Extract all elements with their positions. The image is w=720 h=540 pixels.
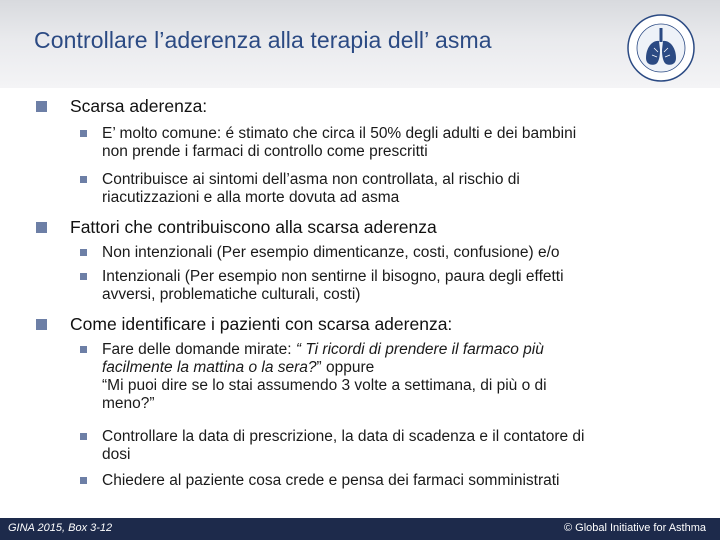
footer-copyright: © Global Initiative for Asthma <box>563 522 706 534</box>
sub-bullet-line: Controllare la data di prescrizione, la data di scadenza e il contatore di <box>102 428 585 445</box>
square-bullet-icon <box>80 130 87 137</box>
square-bullet-icon <box>80 346 87 353</box>
sub-bullet-line: avversi, problematiche culturali, costi) <box>102 286 361 303</box>
sub-bullet-line: Contribuisce ai sintomi dell’asma non controllata, al rischio di <box>102 171 520 188</box>
square-bullet-icon <box>80 176 87 183</box>
slide-title: Controllare l’aderenza alla terapia dell’ asma <box>34 27 492 53</box>
sub-bullet-line: Non intenzionali (Per esempio dimenticanze, costi, confusione) e/o <box>102 244 560 261</box>
square-bullet-icon <box>80 273 87 280</box>
sub-bullet-line: dosi <box>102 446 131 463</box>
sub-bullet-line: E’ molto comune: é stimato che circa il 50% degli adulti e dei bambini <box>102 125 577 142</box>
sub-bullet-line: “Mi puoi dire se lo stai assumendo 3 volte a settimana, di più o di <box>102 377 547 394</box>
square-bullet-icon <box>36 101 47 112</box>
square-bullet-icon <box>80 433 87 440</box>
square-bullet-icon <box>80 249 87 256</box>
sub-bullet-text: Fare delle domande mirate: <box>102 341 296 358</box>
square-bullet-icon <box>36 222 47 233</box>
sub-bullet-line: riacutizzazioni e alla morte dovuta ad asma <box>102 189 400 206</box>
sub-bullet-quote: facilmente la mattina o la sera? <box>102 359 317 376</box>
sub-bullet-text: ” oppure <box>316 359 375 376</box>
sub-bullet-line: non prende i farmaci di controllo come prescritti <box>102 143 428 160</box>
footer-source: GINA 2015, Box 3-12 <box>8 522 113 534</box>
sub-bullet-line: Chiedere al paziente cosa crede e pensa dei farmaci somministrati <box>102 472 560 489</box>
bullet-text: Fattori che contribuiscono alla scarsa aderenza <box>70 217 437 237</box>
sub-bullet-line: Intenzionali (Per esempio non sentirne il bisogno, paura degli effetti <box>102 268 564 285</box>
sub-bullet-quote: “ Ti ricordi di prendere il farmaco più <box>295 341 544 358</box>
square-bullet-icon <box>80 477 87 484</box>
square-bullet-icon <box>36 319 47 330</box>
bullet-text: Come identificare i pazienti con scarsa aderenza: <box>70 314 453 334</box>
sub-bullet-line: meno?” <box>102 395 155 412</box>
bullet-text: Scarsa aderenza: <box>70 96 208 116</box>
slide-footer <box>0 518 720 540</box>
